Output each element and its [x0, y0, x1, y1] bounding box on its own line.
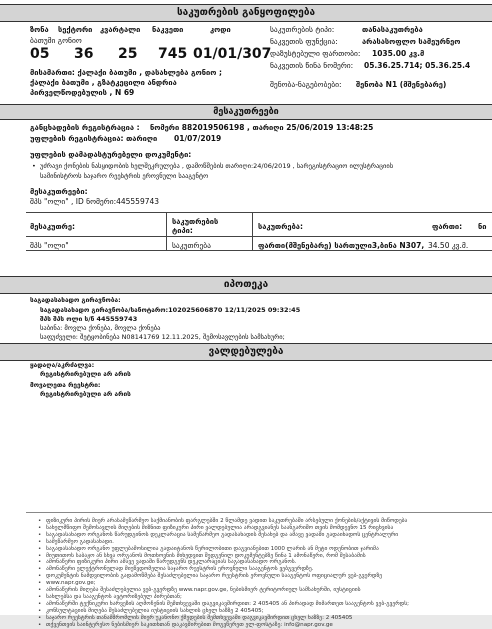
document-text-2: სამინისტროს საჯარო რეესტრის ეროვნული სააგენტო [40, 172, 209, 180]
info-property-type-label: საკუთრების ტიპი: [270, 25, 335, 34]
footer-note: • ამონაწერი ფიზიკური პირი ამავე ვადაში წარუდგენს დეკლარაციას საგადასახადო ორგანოს. [38, 559, 483, 566]
footer-notes [38, 518, 483, 629]
owners-table-divider-1 [166, 212, 167, 250]
owners-table-mid-rule [26, 236, 492, 237]
footer-rule [26, 512, 492, 513]
registration-label: უფლების რეგისტრაცია: თარიღი [30, 134, 158, 143]
footer-note: • თქვენთვის საინტერესო ნებისმიერ საკითხთან დაკავშირებით მოგვწერეთ ელ-ფოსტაზე: info@napr.gov.ge [38, 622, 483, 629]
footer-note: • საჯარო რეესტრის თანამშრომლის მიერ უკანონო ქმედების შემთხვევაში დაგვიკავშირდით ცხელ ხაზზე: 2 405405 [38, 615, 483, 622]
info-function-label: ნაკვეთის ფუნქცია: [270, 37, 338, 46]
footer-note: • ამონაწერი ელექტრონულად მიუწვდომელია საჯარო რეესტრის ეროვნული სააგენტოს ვებგვერდზე. [38, 566, 483, 573]
info-area-label: დაზუსტებული ფართობი: [270, 49, 361, 58]
registration-value: 01/07/2019 [174, 134, 222, 143]
document-text-1: უძრავი ქონების ნასყიდობის ხელშეკრულება , დამოწმების თარიღი:24/06/2019 , სარეგისტრაციო ილუსტრაციის [40, 162, 394, 170]
info-property-type-value: თანასაკუთრება [362, 25, 423, 34]
mortgage-section-title: იპოთეკა [0, 276, 492, 294]
application-value: ნომერი 882019506198 , თარიღი 25/06/2019 13:48:25 [150, 123, 374, 132]
footer-note: • საგადასახადო ორგანოს წარუდგინოს დეკლარაცია სამეწარმეო გადასახადის შესახებ და ამავე ვადაში გადაიხადოს ცენტრალური [38, 532, 483, 539]
zone-header-zone: ზონა [30, 25, 49, 34]
seizure-label: ყადაღა/აკრძალვა: [30, 361, 95, 369]
footer-note: • სახელმწიფო შემოსავლის მიღების მიზნით ფიზიკური პირი ვალდებულია არადგვიანეს საანგარიშო თვის მომდევნო 15 რიცხვისა [38, 525, 483, 532]
sector-number: 36 [74, 46, 94, 62]
zone-header-sector: სექტორი [58, 25, 93, 34]
mortgage-line-4: საფუძველი: შეტყობინება N08141769 12.11.2025, შემოსავლების სამსახური; [40, 333, 285, 341]
owners-table-header-area: ფართი: [432, 222, 463, 231]
info-buildings-label: შენობა-ნაგებობები: [270, 80, 342, 89]
owners-table-header-property: საკუთრება: [258, 222, 303, 231]
zone-header-plot: ნაკვეთი [152, 25, 184, 34]
owners-table-cell-owner: შპს "ოლი" [30, 241, 69, 250]
info-previous-number-label: ნაკვეთის წინა ნომერი: [270, 61, 354, 70]
owners-table-cell-property: ფართი(მშენებარე) სართული3,ბინა N307, [258, 241, 425, 250]
zone-header-quarter: კვარტალი [100, 25, 141, 34]
owners-table-top-rule [26, 212, 492, 213]
address-line-3: პირველწოდებულის , N 69 [30, 88, 135, 97]
plot-number: 745 [158, 46, 188, 62]
seizure-value: რეგისტრირებული არ არის [40, 370, 131, 378]
owners-label: მესაკუთრეები: [30, 187, 88, 196]
footer-note: • ამონაწერში ტექნიკური ხარვეზის აღმოჩენის შემთხვევაში დაგვიკავშირდით: 2 405405 ან პირადად მიმართეთ სააგენტოს ვებ-გვერდს; [38, 601, 483, 608]
obligations-section-title: ვალდებულება [0, 343, 492, 361]
footer-note: • სახლებსა და სააგენტოს ავტორიზებულ პირებთან; [38, 594, 483, 601]
zone-header-code: კოდი [210, 25, 231, 34]
application-label: განცხადების რეგისტრაცია : [30, 123, 140, 132]
zone-sub: ბათუმი გონიო [30, 36, 82, 45]
owners-table-header-owner: მესაკუთრე: [30, 222, 75, 231]
code-number: 01/01/307 [193, 46, 272, 62]
info-area-value: 1035.00 კვ.მ [372, 49, 425, 58]
mortgage-line-3: საბინა: მოვლა ქონება, მოვლა ქონება [40, 324, 161, 332]
footer-note: • ამონაწერის მიღება შესაძლებელია ვებ-გვერდზე www.napr.gov.ge, ნებისმიერ ტერიტორიულ სამსახურში, იუსტიციის [38, 587, 483, 594]
address-line-1: მისამართი: ქალაქი ბათუმი , დასახლება გონიო ; [30, 68, 222, 77]
footer-note: • დოკუმენტის ნამდვილობის გადამოწმება შესაძლებელია საჯარო რეესტრის ეროვნული სააგენტოს ოფიციალურ ვებ-გვერდზე [38, 573, 483, 580]
footer-note: • კონსულტაციის მიღება შესაძლებელია იუსტიციის სახლის ცხელ ხაზზე 2 405405; [38, 608, 483, 615]
owners-table-cell-type: საკუთრება [172, 241, 211, 250]
owners-table-bottom-rule [26, 250, 492, 251]
footer-note: • საგადასახადო ორგანო უფლებამოსილია გადაიტანოს წერილობითი დაგვიანებით 1000 ლარის ან მეტი ოდენობით ჯარიმა [38, 546, 483, 553]
owners-value: შპს "ოლი" , ID ნომერი:445559743 [30, 197, 160, 206]
info-function-value: არასასოფლო სამეურნეო [362, 37, 461, 46]
document-label: უფლების დამადასტურებელი დოკუმენტი: [30, 150, 192, 159]
mortgage-subject-label: საგადასახადო გირავნობა: [30, 296, 121, 304]
zone-number: 05 [30, 46, 50, 62]
footer-note: • მიუთითოს საბაჟო ან სხვა ორგანოს მოთხოვნის მიხედვით შედგენილ დოკუმენტებზე წინა 1 ამონაწერი, რომ შესაბამის [38, 553, 483, 560]
info-previous-number-value: 05.36.25.714; 05.36.25.4 [364, 61, 471, 70]
owners-table-divider-2 [252, 212, 253, 250]
owners-section-title: მესაკუთრეები [0, 104, 492, 120]
quarter-number: 25 [118, 46, 138, 62]
mortgage-line-1: საგადასახადო გირავნობა/სანოტარო:102025606870 12/11/2025 09:32:45 [40, 306, 301, 314]
owners-table-cell-area: 34.50 კვ.მ. [428, 241, 469, 250]
info-buildings-value: შენობა N1 (მშენებარე) [356, 80, 447, 89]
footer-note: • სამეწარმეო გადასახადი. [38, 539, 483, 546]
document-bullet: • [32, 162, 36, 170]
owners-table-header-extra: ნი [478, 222, 487, 231]
mortgage-line-2: შპს შპს ოლი ს/ნ 445559743 [40, 315, 138, 323]
footer-note: • ფიზიკური პირის მიერ არასამეწარმეო საქმიანობის ფარგლებში 2 წლამდე ვადით საკუთრებაში არსებული ქონების/აქტივის მიწოდება [38, 518, 483, 525]
debtors-label: მოვალეთა რეესტრი: [30, 381, 101, 389]
address-line-2: ქალაქი ბათუმი , გზატკეცილი ანდრია [30, 78, 177, 87]
debtors-value: რეგისტრირებული არ არის [40, 390, 131, 398]
page-title: საკუთრების განყოფილება [0, 4, 492, 22]
owners-table-header-type: საკუთრების ტიპი: [172, 217, 219, 235]
footer-note: • www.napr.gov.ge; [38, 580, 483, 587]
